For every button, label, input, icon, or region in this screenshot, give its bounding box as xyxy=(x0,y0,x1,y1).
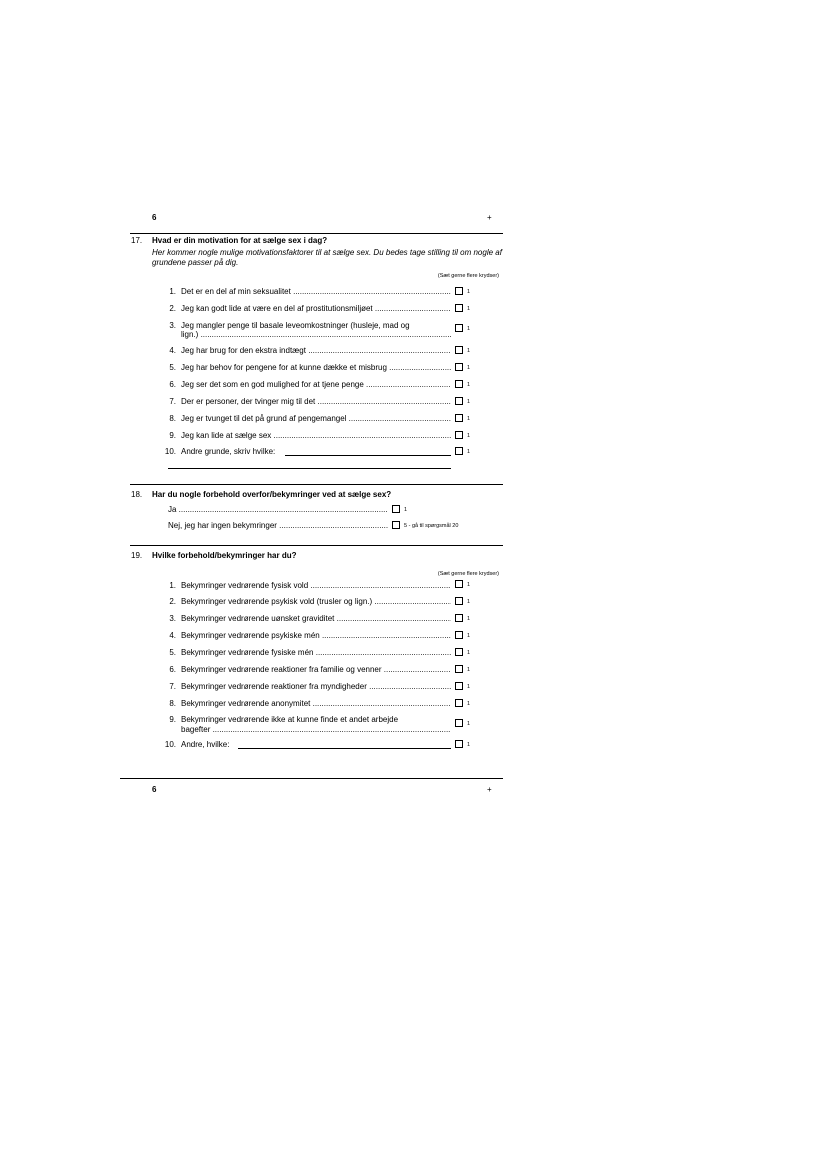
item-label: Jeg ser det som en god mulighed for at tjene penge ..... xyxy=(181,380,451,390)
checkbox[interactable] xyxy=(455,346,463,354)
answer-code: 1 xyxy=(467,326,471,332)
item-label: Bekymringer vedrørende fysisk vold ..... xyxy=(181,581,451,591)
checkbox[interactable] xyxy=(455,324,463,332)
footer-plus-mark: + xyxy=(487,785,492,794)
answer-code: 1 xyxy=(467,348,471,354)
item-label: Bekymringer vedrørende psykiske mén ..... xyxy=(181,631,451,641)
item-number: 9. xyxy=(169,715,176,724)
section-divider xyxy=(130,484,503,485)
answer-code: 1 xyxy=(467,721,471,727)
checkbox[interactable] xyxy=(455,580,463,588)
header-page-number: 6 xyxy=(152,213,157,222)
question-number: 18. xyxy=(131,490,143,499)
question-number: 17. xyxy=(131,236,143,245)
answer-code: 1 xyxy=(467,616,471,622)
checkbox[interactable] xyxy=(455,682,463,690)
answer-code: 1 xyxy=(467,416,471,422)
question-number: 19. xyxy=(131,551,143,560)
checkbox[interactable] xyxy=(392,505,400,513)
answer-code: 1 xyxy=(467,433,471,439)
checkbox[interactable] xyxy=(392,521,400,529)
item-number: 9. xyxy=(169,431,176,440)
answer-code: 5 - gå til spørgsmål 20 xyxy=(404,523,459,529)
answer-code: 1 xyxy=(467,399,471,405)
item-label: Jeg kan godt lide at være en del af prostitutionsmiljøet ..... xyxy=(181,304,451,314)
item-label: Jeg kan lide at sælge sex ..... xyxy=(181,431,451,441)
checkbox[interactable] xyxy=(455,614,463,622)
item-number: 4. xyxy=(169,346,176,355)
question-intro: Her kommer nogle mulige motivationsfaktorer til at sælge sex. Du bedes tage stilling til om nogle af grundene passer på dig. xyxy=(152,248,502,267)
checkbox[interactable] xyxy=(455,380,463,388)
checkbox[interactable] xyxy=(455,447,463,455)
item-label: Andre, hvilke: xyxy=(181,740,230,749)
answer-code: 1 xyxy=(467,289,471,295)
item-label: Jeg er tvunget til det på grund af pengemangel ..... xyxy=(181,414,451,424)
write-in-line[interactable] xyxy=(238,748,451,749)
item-label: Bekymringer vedrørende anonymitet ..... xyxy=(181,699,451,709)
section-divider xyxy=(130,233,503,234)
header-plus-mark: + xyxy=(487,213,492,222)
item-number: 2. xyxy=(169,304,176,313)
answer-code: 1 xyxy=(467,633,471,639)
item-label-continued: bagefter ..... xyxy=(181,725,451,735)
item-label: Jeg mangler penge til basale leveomkostninger (husleje, mad og xyxy=(181,321,410,330)
item-number: 10. xyxy=(164,740,176,749)
item-number: 8. xyxy=(169,414,176,423)
option-label: Nej, jeg har ingen bekymringer ..... xyxy=(168,521,388,531)
item-label: Andre grunde, skriv hvilke: xyxy=(181,447,276,456)
answer-code: 1 xyxy=(467,701,471,707)
checkbox[interactable] xyxy=(455,648,463,656)
section-divider xyxy=(130,545,503,546)
answer-code: 1 xyxy=(467,449,471,455)
item-number: 8. xyxy=(169,699,176,708)
answer-code: 1 xyxy=(404,507,408,513)
answer-code: 1 xyxy=(467,650,471,656)
checkbox[interactable] xyxy=(455,363,463,371)
item-number: 2. xyxy=(169,597,176,606)
item-label: Bekymringer vedrørende uønsket graviditet ..... xyxy=(181,614,451,624)
item-label: Jeg har behov for pengene for at kunne dække et misbrug ..... xyxy=(181,363,451,373)
checkbox[interactable] xyxy=(455,631,463,639)
multiple-choice-hint: (Sæt gerne flere krydser) xyxy=(437,273,499,279)
checkbox[interactable] xyxy=(455,304,463,312)
item-label: Bekymringer vedrørende psykisk vold (trusler og lign.) ..... xyxy=(181,597,451,607)
answer-code: 1 xyxy=(467,667,471,673)
answer-code: 1 xyxy=(467,742,471,748)
item-label: Bekymringer vedrørende reaktioner fra myndigheder ..... xyxy=(181,682,451,692)
item-label: Bekymringer vedrørende ikke at kunne finde et andet arbejde xyxy=(181,715,399,724)
item-number: 6. xyxy=(169,380,176,389)
question-title: Har du nogle forbehold overfor/bekymringer ved at sælge sex? xyxy=(152,490,392,499)
footer-page-number: 6 xyxy=(152,785,157,794)
footer-divider xyxy=(120,778,503,779)
checkbox[interactable] xyxy=(455,414,463,422)
answer-code: 1 xyxy=(467,382,471,388)
write-in-line[interactable] xyxy=(285,455,451,456)
multiple-choice-hint: (Sæt gerne flere krydser) xyxy=(437,571,499,577)
item-number: 4. xyxy=(169,631,176,640)
item-number: 1. xyxy=(169,581,176,590)
item-number: 5. xyxy=(169,363,176,372)
answer-code: 1 xyxy=(467,582,471,588)
item-label: Der er personer, der tvinger mig til det ..... xyxy=(181,397,451,407)
answer-code: 1 xyxy=(467,599,471,605)
checkbox[interactable] xyxy=(455,397,463,405)
checkbox[interactable] xyxy=(455,597,463,605)
checkbox[interactable] xyxy=(455,431,463,439)
checkbox[interactable] xyxy=(455,740,463,748)
checkbox[interactable] xyxy=(455,665,463,673)
option-label: Ja ..... xyxy=(168,505,388,515)
question-title: Hvad er din motivation for at sælge sex i dag? xyxy=(152,236,328,245)
item-number: 10. xyxy=(164,447,176,456)
item-label: Bekymringer vedrørende fysiske mén ..... xyxy=(181,648,451,658)
answer-code: 1 xyxy=(467,306,471,312)
item-label: Jeg har brug for den ekstra indtægt ..... xyxy=(181,346,451,356)
question-title: Hvilke forbehold/bekymringer har du? xyxy=(152,551,297,560)
item-number: 1. xyxy=(169,287,176,296)
answer-code: 1 xyxy=(467,365,471,371)
answer-code: 1 xyxy=(467,684,471,690)
item-number: 3. xyxy=(169,321,176,330)
item-label: Bekymringer vedrørende reaktioner fra familie og venner ..... xyxy=(181,665,451,675)
item-number: 7. xyxy=(169,397,176,406)
checkbox[interactable] xyxy=(455,699,463,707)
item-number: 6. xyxy=(169,665,176,674)
item-number: 7. xyxy=(169,682,176,691)
item-label: Det er en del af min seksualitet ..... xyxy=(181,287,451,297)
item-number: 5. xyxy=(169,648,176,657)
checkbox[interactable] xyxy=(455,287,463,295)
checkbox[interactable] xyxy=(455,719,463,727)
write-in-line[interactable] xyxy=(168,468,451,469)
item-label-continued: lign.) ..... xyxy=(181,330,451,340)
item-number: 3. xyxy=(169,614,176,623)
